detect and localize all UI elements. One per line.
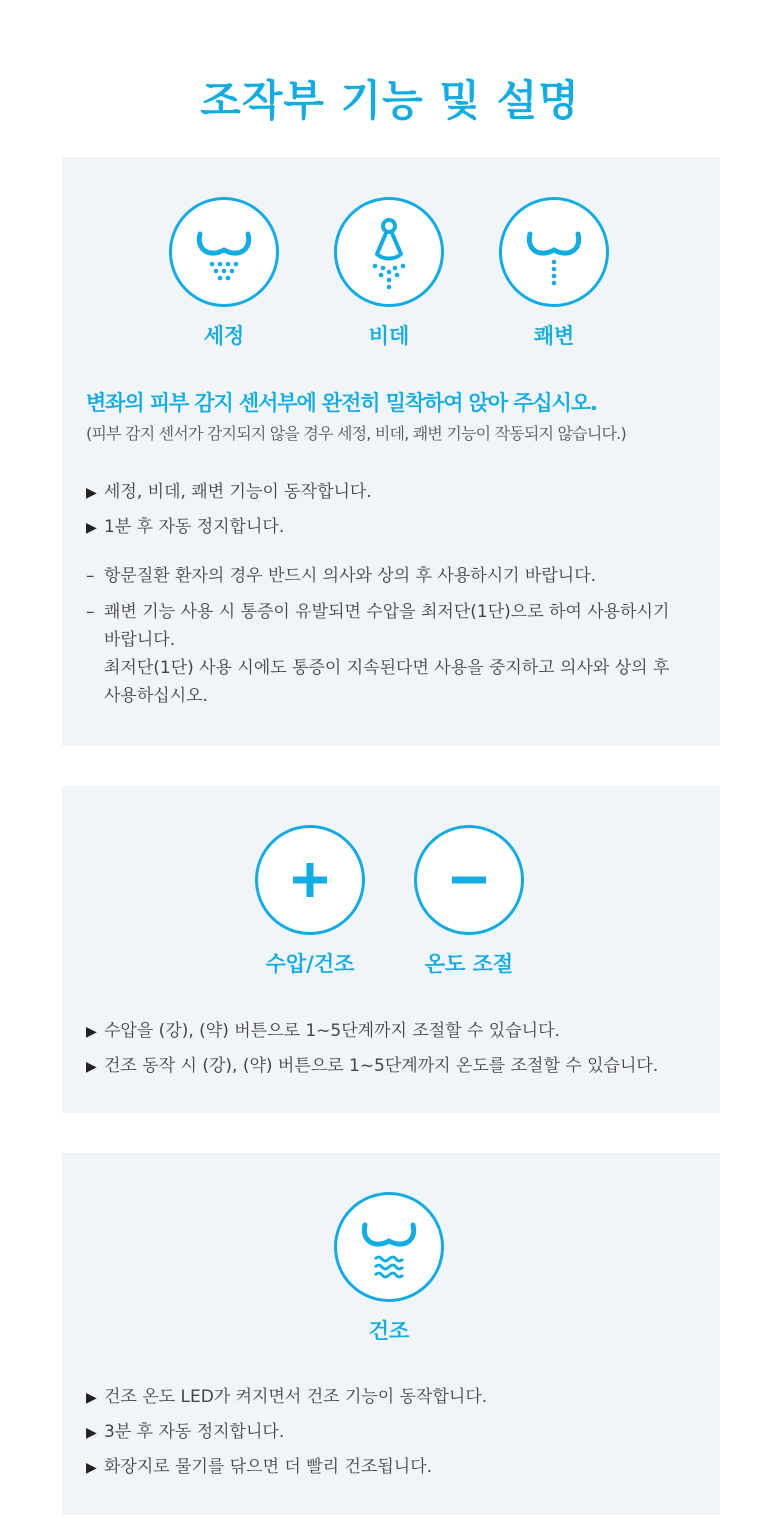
bullet-marker: ▶ [86, 1059, 97, 1075]
list-item: ▶ 3분 후 자동 정지합니다. [86, 1422, 285, 1442]
dash-marker: – [86, 602, 95, 622]
list-item: ▶ 건조 동작 시 (강), (약) 버튼으로 1~5단계까지 온도를 조절할 수 있습니다. [86, 1056, 659, 1076]
wash-bidet-panel [62, 157, 720, 746]
pressure-temperature-panel [62, 786, 720, 1113]
plus-icon [255, 825, 365, 935]
page-title: 조작부 기능 및 설명 [200, 76, 580, 125]
list-item: ▶ 1분 후 자동 정지합니다. [86, 517, 285, 537]
dry-icon [334, 1192, 444, 1302]
bidet-label: 비데 [368, 324, 410, 348]
bidet-icon [334, 197, 444, 307]
list-item: ▶ 수압을 (강), (약) 버튼으로 1~5단계까지 조절할 수 있습니다. [86, 1021, 560, 1041]
bullet-marker: ▶ [86, 520, 97, 536]
list-item: ▶ 건조 온도 LED가 켜지면서 건조 기능이 동작합니다. [86, 1387, 488, 1407]
bullet-marker: ▶ [86, 485, 97, 501]
list-item: ▶ 세정, 비데, 쾌변 기능이 동작합니다. [86, 482, 372, 502]
list-item: ▶ 화장지로 물기를 닦으면 더 빨리 건조됩니다. [86, 1457, 433, 1477]
pressure-dry-label: 수압/건조 [265, 952, 355, 976]
laxative-icon [499, 197, 609, 307]
wash-icon [169, 197, 279, 307]
bullet-marker: ▶ [86, 1425, 97, 1441]
caution-note: – 쾌변 기능 사용 시 통증이 유발되면 수압을 최저단(1단)으로 하여 사용하시기 바랍니다. 최저단(1단) 사용 시에도 통증이 지속된다면 사용을 중지하고 의사와 상의 후 사용하십시오. [86, 598, 686, 710]
dash-marker: – [86, 566, 95, 586]
minus-icon [414, 825, 524, 935]
bullet-marker: ▶ [86, 1024, 97, 1040]
temperature-label: 온도 조절 [424, 952, 514, 976]
bullet-marker: ▶ [86, 1390, 97, 1406]
laxative-label: 쾌변 [533, 324, 575, 348]
caution-note: – 항문질환 환자의 경우 반드시 의사와 상의 후 사용하시기 바랍니다. [86, 562, 686, 590]
dry-panel [62, 1153, 720, 1515]
wash-label: 세정 [203, 324, 245, 348]
dry-label: 건조 [368, 1319, 410, 1343]
sensor-subnote: (피부 감지 센서가 감지되지 않을 경우 세정, 비데, 쾌변 기능이 작동되지 않습니다.) [86, 424, 626, 443]
sensor-headline: 변좌의 피부 감지 센서부에 완전히 밀착하여 앉아 주십시오. [86, 391, 597, 415]
bullet-marker: ▶ [86, 1460, 97, 1476]
